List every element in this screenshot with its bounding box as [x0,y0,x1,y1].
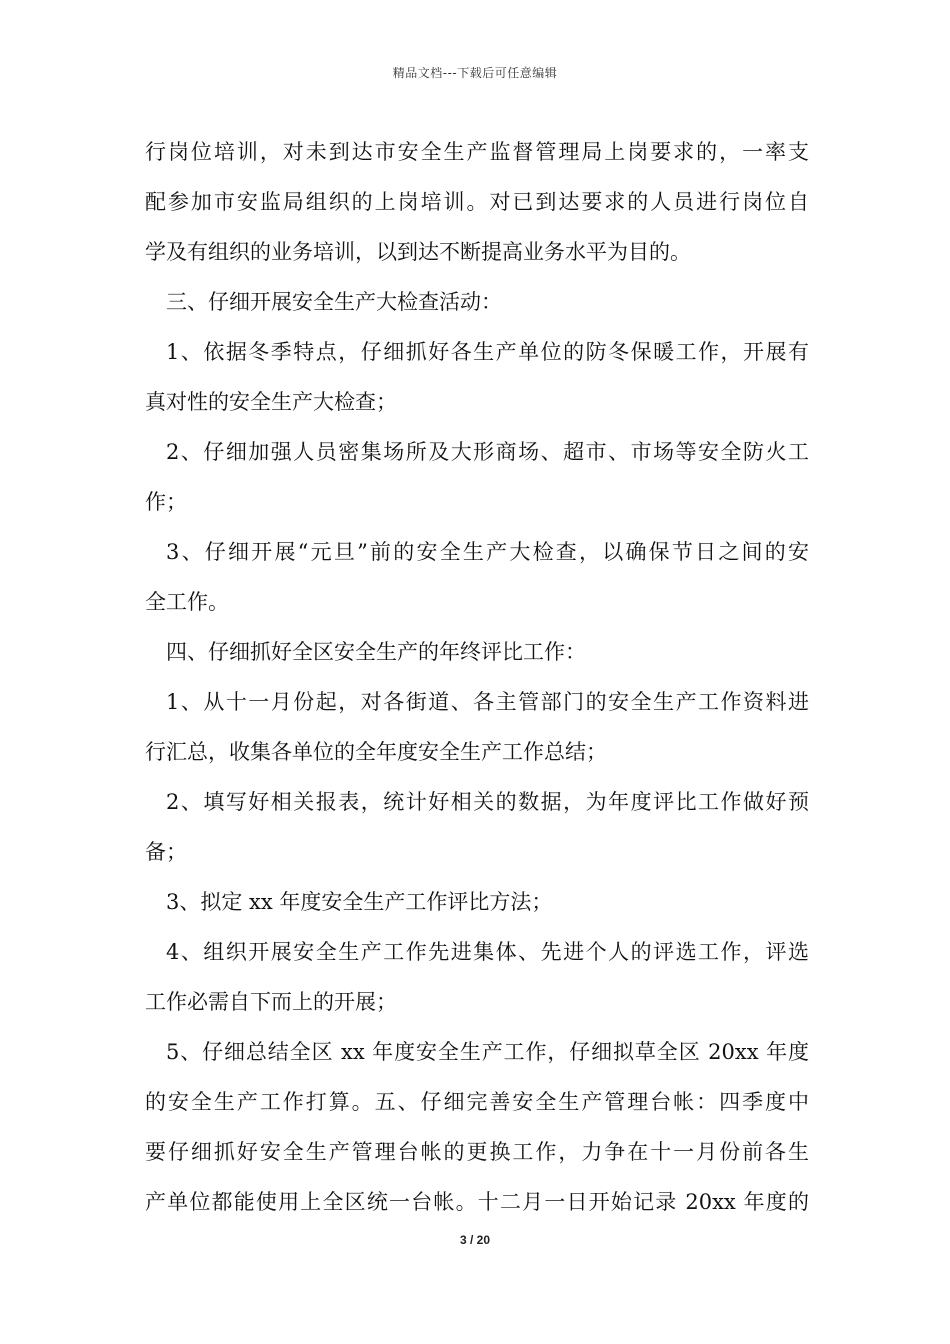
page-number: 3 / 20 [459,1233,491,1247]
page-header: 精品文档---下载后可任意编辑 [392,66,558,80]
text-line: 的安全生产工作打算。五、仔细完善安全生产管理台帐：四季度中 [145,1090,809,1114]
text-line: 产单位都能使用上全区统一台帐。十二月一日开始记录 20xx 年度的 [145,1190,809,1214]
text-line: 行岗位培训，对未到达市安全生产监督管理局上岗要求的，一率支 [145,140,809,164]
list-item-line: 2、仔细加强人员密集场所及大形商场、超市、市场等安全防火工 [166,440,809,464]
text-line: 工作必需自下而上的开展； [145,990,397,1014]
list-item-line: 4、组织开展安全生产工作先进集体、先进个人的评选工作，评选 [166,940,809,964]
text-line: 全工作。 [145,590,229,614]
list-item-line: 1、从十一月份起，对各街道、各主管部门的安全生产工作资料进 [166,690,809,714]
list-item-line: 3、拟定 xx 年度安全生产工作评比方法； [166,890,553,914]
text-line: 学及有组织的业务培训，以到达不断提高业务水平为目的。 [145,240,691,264]
text-line: 作； [145,490,187,514]
section-heading: 三、仔细开展安全生产大检查活动： [166,290,502,314]
list-item-line: 1、依据冬季特点，仔细抓好各生产单位的防冬保暖工作，开展有 [166,340,809,364]
text-line: 行汇总，收集各单位的全年度安全生产工作总结； [145,740,607,764]
list-item-line: 3、仔细开展“元旦”前的安全生产大检查，以确保节日之间的安 [166,540,809,564]
list-item-line: 5、仔细总结全区 xx 年度安全生产工作，仔细拟草全区 20xx 年度 [166,1040,809,1064]
text-line: 配参加市安监局组织的上岗培训。对已到达要求的人员进行岗位自 [145,190,809,214]
list-item-line: 2、填写好相关报表，统计好相关的数据，为年度评比工作做好预 [166,790,809,814]
document-body [145,127,809,1227]
text-line: 真对性的安全生产大检查； [145,390,397,414]
text-line: 要仔细抓好安全生产管理台帐的更换工作，力争在十一月份前各生 [145,1140,809,1164]
text-line: 备； [145,840,187,864]
section-heading: 四、仔细抓好全区安全生产的年终评比工作： [166,640,586,664]
